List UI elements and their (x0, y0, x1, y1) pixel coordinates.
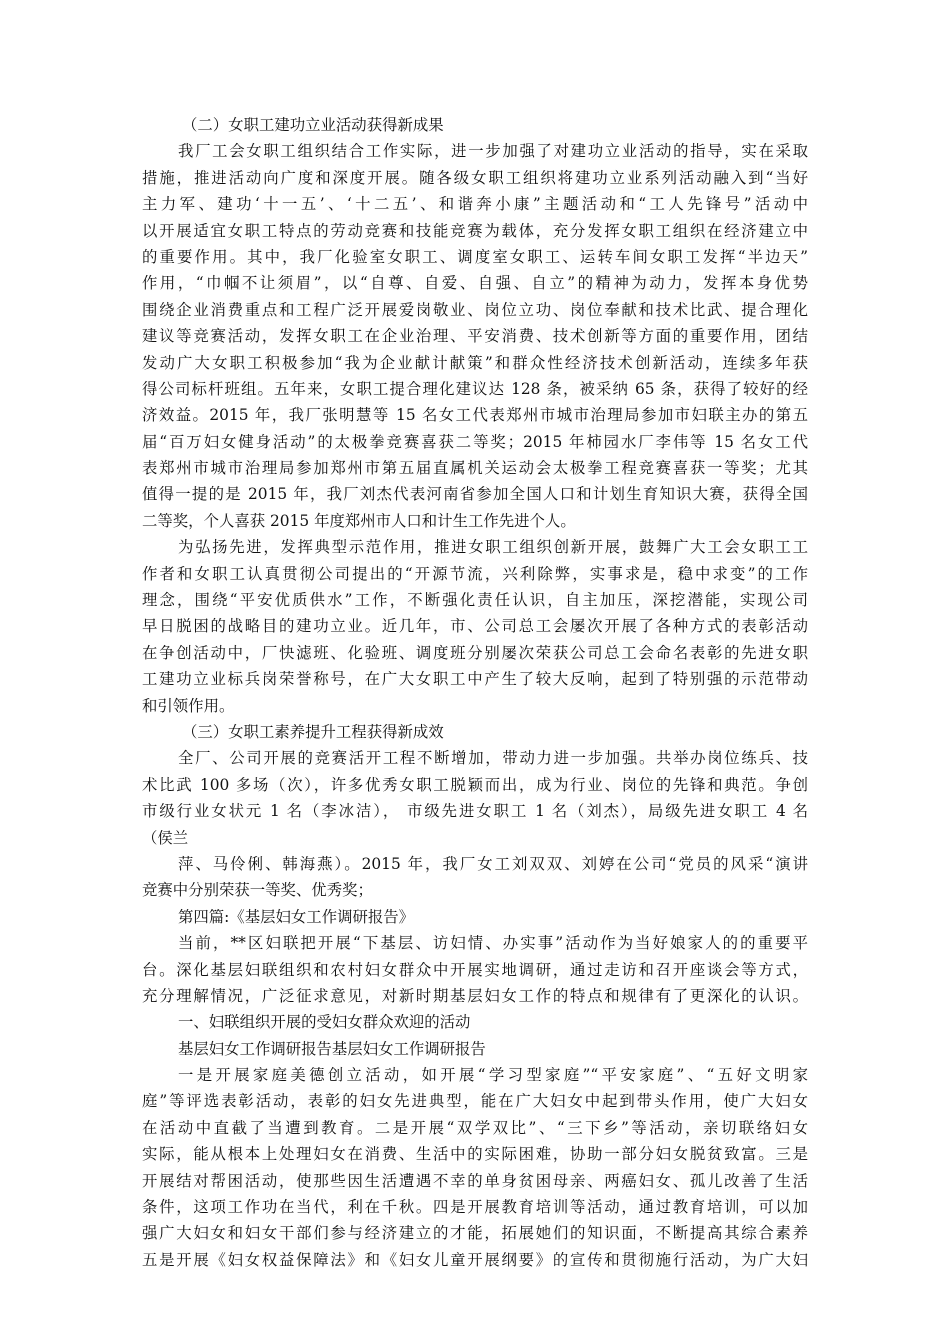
text-line: 值得一提的是 2015 年，我厂刘杰代表河南省参加全国人口和计划生育知识大赛，获得全国 (142, 485, 808, 504)
text-line: 建议等竞赛活动，发挥女职工在企业治理、平安消费、技术创新等方面的重要作用，团结 (142, 327, 808, 346)
text-line: （二）女职工建功立业活动获得新成果 (182, 116, 444, 134)
text-line: （三）女职工素养提升工程获得新成效 (182, 722, 444, 741)
text-line: 的重要作用。其中，我厂化验室女职工、调度室女职工、运转车间女职工发挥“半边天” (142, 247, 808, 266)
document-body (142, 112, 808, 1273)
text-line: 发动广大女职工积极参加“我为企业献计献策”和群众性经济技术创新活动，连续多年获 (142, 353, 808, 372)
text-line: 竞赛中分别荣获一等奖、优秀奖； (142, 881, 373, 900)
text-line: 五是开展《妇女权益保障法》和《妇女儿童开展纲要》的宣传和贯彻施行活动，为广大妇 (142, 1250, 808, 1269)
text-line: 开展结对帮困活动，使那些因生活遭遇不幸的单身贫困母亲、两癌妇女、孤儿改善了生活 (142, 1171, 808, 1190)
text-line: 条件，这项工作功在当代，利在千秋。四是开展教育培训等活动，通过教育培训，可以加 (142, 1198, 808, 1217)
text-line: 作者和女职工认真贯彻公司提出的“开源节流，兴利除弊，实事求是，稳中求变”的工作 (142, 564, 808, 583)
text-line: 届“百万妇女健身活动”的太极拳竞赛喜获二等奖；2015 年柿园水厂李伟等 15 名女工代 (142, 432, 808, 451)
text-line: 当前，**区妇联把开展“下基层、访妇情、办实事”活动作为当好娘家人的的重要平 (178, 934, 808, 953)
text-line: 和引领作用。 (142, 696, 235, 715)
text-line: 二等奖，个人喜获 2015 年度郑州市人口和计生工作先进个人。 (142, 511, 576, 530)
text-line: 台。深化基层妇联组织和农村妇女群众中开展实地调研，通过走访和召开座谈会等方式， (142, 960, 808, 979)
text-line: 为弘扬先进，发挥典型示范作用，推进女职工组织创新开展，鼓舞广大工会女职工工 (178, 538, 808, 557)
text-line: 主力军、建功‘十一五’、‘十二五’、和谐奔小康”主题活动和“工人先锋号”活动中 (142, 195, 808, 214)
text-line: 术比武 100 多场（次），许多优秀女职工脱颖而出，成为行业、岗位的先锋和典范。争创 (142, 775, 808, 794)
text-line: 得公司标杆班组。五年来，女职工提合理化建议达 128 条，被采纳 65 条，获得了较好的经 (142, 379, 808, 398)
text-line: 充分理解情况，广泛征求意见，对新时期基层妇女工作的特点和规律有了更深化的认识。 (142, 986, 808, 1005)
text-line: 济效益。2015 年，我厂张明慧等 15 名女工代表郑州市城市治理局参加市妇联主办的第五 (142, 406, 808, 425)
text-line: 一、妇联组织开展的受妇女群众欢迎的活动 (178, 1013, 471, 1032)
text-line: 萍、马伶俐、韩海燕）。2015 年，我厂女工刘双双、刘婷在公司“党员的风采“演讲 (178, 854, 808, 873)
text-line: 以开展适宜女职工特点的劳动竞赛和技能竞赛为载体，充分发挥女职工组织在经济建立中 (142, 221, 808, 240)
text-line: 强广大妇女和妇女干部们参与经济建立的才能，拓展她们的知识面，不断提高其综合素养 (142, 1224, 808, 1243)
text-line: 一是开展家庭美德创立活动，如开展“学习型家庭”“平安家庭”、“五好文明家 (178, 1066, 808, 1085)
text-line: 措施，推进活动向广度和深度开展。随各级女职工组织将建功立业系列活动融入到“当好 (142, 168, 808, 187)
text-line: 理念，围绕“平安优质供水”工作，不断强化责任认识，自主加压，深挖潜能，实现公司 (142, 591, 808, 610)
text-line: 作用，“巾帼不让须眉”，以“自尊、自爱、自强、自立”的精神为动力，发挥本身优势 (142, 274, 808, 293)
text-line: 我厂工会女职工组织结合工作实际，进一步加强了对建功立业活动的指导，实在采取 (178, 142, 808, 161)
text-line: 第四篇:《基层妇女工作调研报告》 (178, 907, 415, 926)
text-line: 围绕企业消费重点和工程广泛开展爱岗敬业、岗位立功、岗位奉献和技术比武、提合理化 (142, 300, 808, 319)
text-line: 市级行业女状元 1 名（李冰洁）， 市级先进女职工 1 名（刘杰），局级先进女职工 4 名 (142, 802, 808, 821)
text-line: 在活动中直截了当遭到教育。二是开展“双学双比”、“三下乡”等活动，亲切联络妇女 (142, 1118, 808, 1137)
text-line: 工建功立业标兵岗荣誉称号，在广大女职工中产生了较大反响，起到了特别强的示范带动 (142, 670, 808, 689)
text-line: 庭”等评选表彰活动，表彰的妇女先进典型，能在广大妇女中起到带头作用，使广大妇女 (142, 1092, 808, 1111)
text-line: 全厂、公司开展的竞赛活开工程不断增加，带动力进一步加强。共举办岗位练兵、技 (178, 749, 808, 768)
text-line: （侯兰 (142, 828, 189, 847)
text-line: 早日脱困的战略目的建功立业。近几年，市、公司总工会屡次开展了各种方式的表彰活动 (142, 617, 808, 636)
text-line: 实际，能从根本上处理妇女在消费、生活中的实际困难，协助一部分妇女脱贫致富。三是 (142, 1145, 808, 1164)
text-line: 表郑州市城市治理局参加郑州市第五届直属机关运动会太极拳工程竞赛喜获一等奖；尤其 (142, 459, 808, 478)
text-line: 基层妇女工作调研报告基层妇女工作调研报告 (178, 1039, 486, 1058)
text-line: 在争创活动中，厂快滤班、化验班、调度班分别屡次荣获公司总工会命名表彰的先进女职 (142, 643, 808, 662)
